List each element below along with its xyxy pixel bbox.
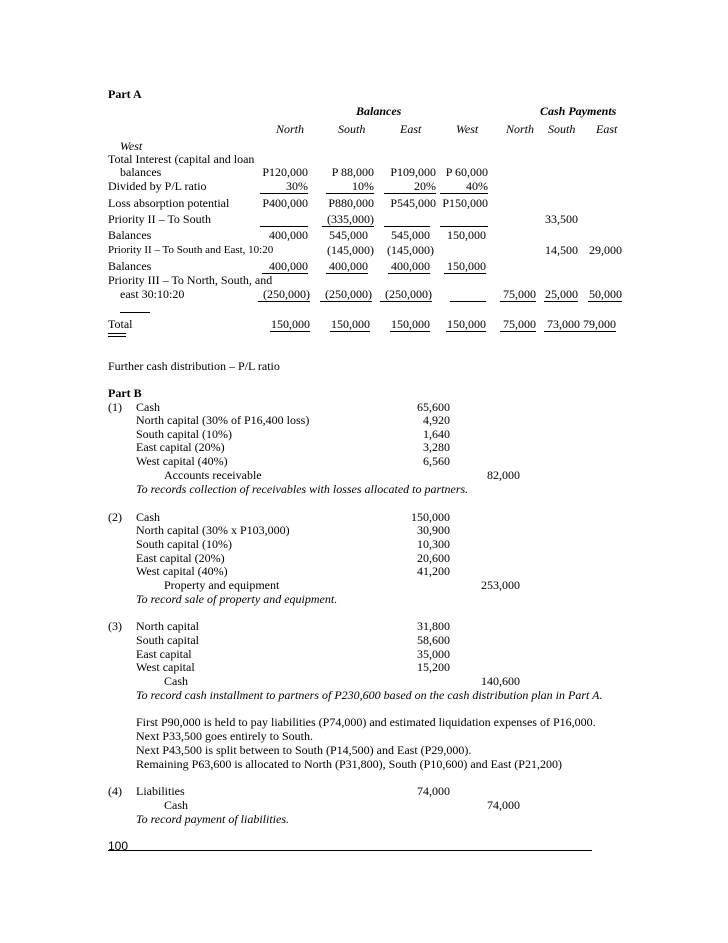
b2-east: 400,000 [388,259,430,274]
e4-memo: To record payment of liabilities. [136,812,289,826]
div-north: 30% [260,179,308,194]
p2-west-blank [440,212,488,227]
e4-dr-1: 74,000 [417,784,450,798]
row-loss-absorption-label: Loss absorption potential [108,196,230,210]
e3-line-3: East capital [136,647,192,661]
e2-memo: To record sale of property and equipment. [136,592,338,606]
e4-credit-label: Cash [164,798,188,812]
e1-memo: To records collection of receivables with losses allocated to partners. [136,482,469,496]
e1-line-3: South capital (10%) [136,427,232,441]
e2-line-4: East capital (20%) [136,551,225,565]
e1-line-1: Cash [136,400,160,414]
ti-east: P109,000 [390,165,436,179]
row-priority-3-label-2: east 30:10:20 [120,287,185,301]
row-total-label: Total [108,317,133,331]
e2-line-3: South capital (10%) [136,537,232,551]
total-west: 150,000 [447,317,486,331]
e3-note-3: Next P43,500 is split between to South (P14,500) and East (P29,000). [136,743,472,757]
e3-credit-label: Cash [164,674,188,688]
e2-line-1: Cash [136,510,160,524]
e3-line-2: South capital [136,633,199,647]
e1-line-4: East capital (20%) [136,440,225,454]
row-divided-label: Divided by P/L ratio [108,179,207,193]
page-number: 100 [108,839,129,853]
e2-dr-2: 30,900 [417,523,450,537]
e3-dr-3: 35,000 [417,647,450,661]
total-south: 150,000 [331,317,370,331]
p3-extra-rule [120,298,150,313]
e3-note-2: Next P33,500 goes entirely to South. [136,729,313,743]
e1-line-2: North capital (30% of P16,400 loss) [136,413,310,427]
row-priority-2-label: Priority II – To South [108,212,211,226]
e3-line-1: North capital [136,619,199,633]
b1-north: 400,000 [269,228,308,242]
la-east: P545,000 [390,196,436,210]
e1-credit-label: Accounts receivable [164,468,262,482]
p2-east-blank [384,212,430,227]
e1-dr-2: 4,920 [423,413,450,427]
e1-dr-5: 6,560 [423,454,450,468]
col-west: West [456,122,479,136]
col-cash-east: East [596,122,618,136]
p2-cash-south: 33,500 [545,212,578,226]
ti-north: P120,000 [262,165,308,179]
e3-memo: To record cash installment to partners of P230,600 based on the cash distribution plan in Part A. [136,688,603,702]
row-balances-1-label: Balances [108,228,152,242]
e1-credit-val: 82,000 [487,468,520,482]
further-distribution: Further cash distribution – P/L ratio [108,359,280,373]
p3-west-blank [450,287,486,302]
e3-note-1: First P90,000 is held to pay liabilities (P74,000) and estimated liquidation expenses of P16,000. [136,715,596,729]
e2-dr-3: 10,300 [417,537,450,551]
ti-south: P 88,000 [331,165,374,179]
entry-4-num: (4) [108,784,122,798]
e2-line-5: West capital (40%) [136,564,228,578]
footer-rule [108,850,592,851]
p3-cash-north: 75,000 [500,287,536,302]
p3-south: (250,000) [320,287,372,302]
e2-dr-5: 41,200 [417,564,450,578]
e2-line-2: North capital (30% x P103,000) [136,523,290,537]
div-south: 10% [326,179,374,194]
b1-south: 545,000 [329,228,368,242]
part-a-title: Part A [108,87,142,101]
part-b-title: Part B [108,386,142,400]
e2-credit-label: Property and equipment [164,578,280,592]
p3-cash-east: 50,000 [589,287,622,301]
col-east: East [400,122,422,136]
col-north: North [276,122,305,136]
col-south: South [338,122,366,136]
total-cash-east: 79,000 [580,317,616,332]
col-cash-north: North [506,122,535,136]
total-cash-north: 75,000 [500,317,536,332]
total-east: 150,000 [391,317,430,331]
col-cash-south: South [548,122,576,136]
e3-note-4: Remaining P63,600 is allocated to North (P31,800), South (P10,600) and East (P21,200) [136,757,562,771]
row-total-interest-label: Total Interest (capital and loan [108,152,255,166]
la-west: P150,000 [442,196,488,210]
row-priority-2b-label: Priority II – To South and East, 10:20 [108,244,274,256]
total-double-rule [108,333,126,337]
p2b-south: (145,000) [327,243,374,257]
p2b-cash-east: 29,000 [589,243,622,257]
e1-dr-1: 65,600 [417,400,450,414]
row-total-interest-label-2: balances [120,165,162,179]
p3-north: (250,000) [258,287,310,302]
e4-credit-val: 74,000 [487,798,520,812]
e2-credit-val: 253,000 [481,578,520,592]
p3-cash-south: 25,000 [545,287,578,301]
col-west-wrap: West [120,139,143,153]
balances-header: Balances [356,104,402,118]
e1-dr-4: 3,280 [423,440,450,454]
la-north: P400,000 [262,196,308,210]
b1-west: 150,000 [447,228,486,242]
b2-north: 400,000 [262,259,308,274]
p2-north-blank [260,212,308,227]
row-balances-2-label: Balances [108,259,152,273]
e1-dr-3: 1,640 [423,427,450,441]
total-cash-south: 73,000 [544,317,580,332]
b2-west: 150,000 [444,259,486,274]
p3-east: (250,000) [380,287,432,302]
e3-credit-val: 140,600 [481,674,520,688]
p2-south: (335,000) [322,212,374,227]
e4-line-1: Liabilities [136,784,185,798]
la-south: P880,000 [328,196,374,210]
e1-line-5: West capital (40%) [136,454,228,468]
entry-2-num: (2) [108,510,122,524]
cash-payments-header: Cash Payments [540,104,617,118]
e3-dr-2: 58,600 [417,633,450,647]
b1-east: 545,000 [391,228,430,242]
row-priority-3-label: Priority III – To North, South, and [108,273,273,287]
entry-3-num: (3) [108,619,122,633]
e3-dr-4: 15,200 [417,660,450,674]
total-north: 150,000 [271,317,310,331]
e3-line-4: West capital [136,660,195,674]
e2-dr-4: 20,600 [417,551,450,565]
div-east: 20% [384,179,436,194]
ti-west: P 60,000 [445,165,488,179]
e2-dr-1: 150,000 [411,510,450,524]
div-west: 40% [440,179,488,194]
p2b-cash-south: 14,500 [545,243,578,257]
b2-south: 400,000 [326,259,368,274]
p2b-east: (145,000) [387,243,434,257]
entry-1-num: (1) [108,400,122,414]
e3-dr-1: 31,800 [417,619,450,633]
